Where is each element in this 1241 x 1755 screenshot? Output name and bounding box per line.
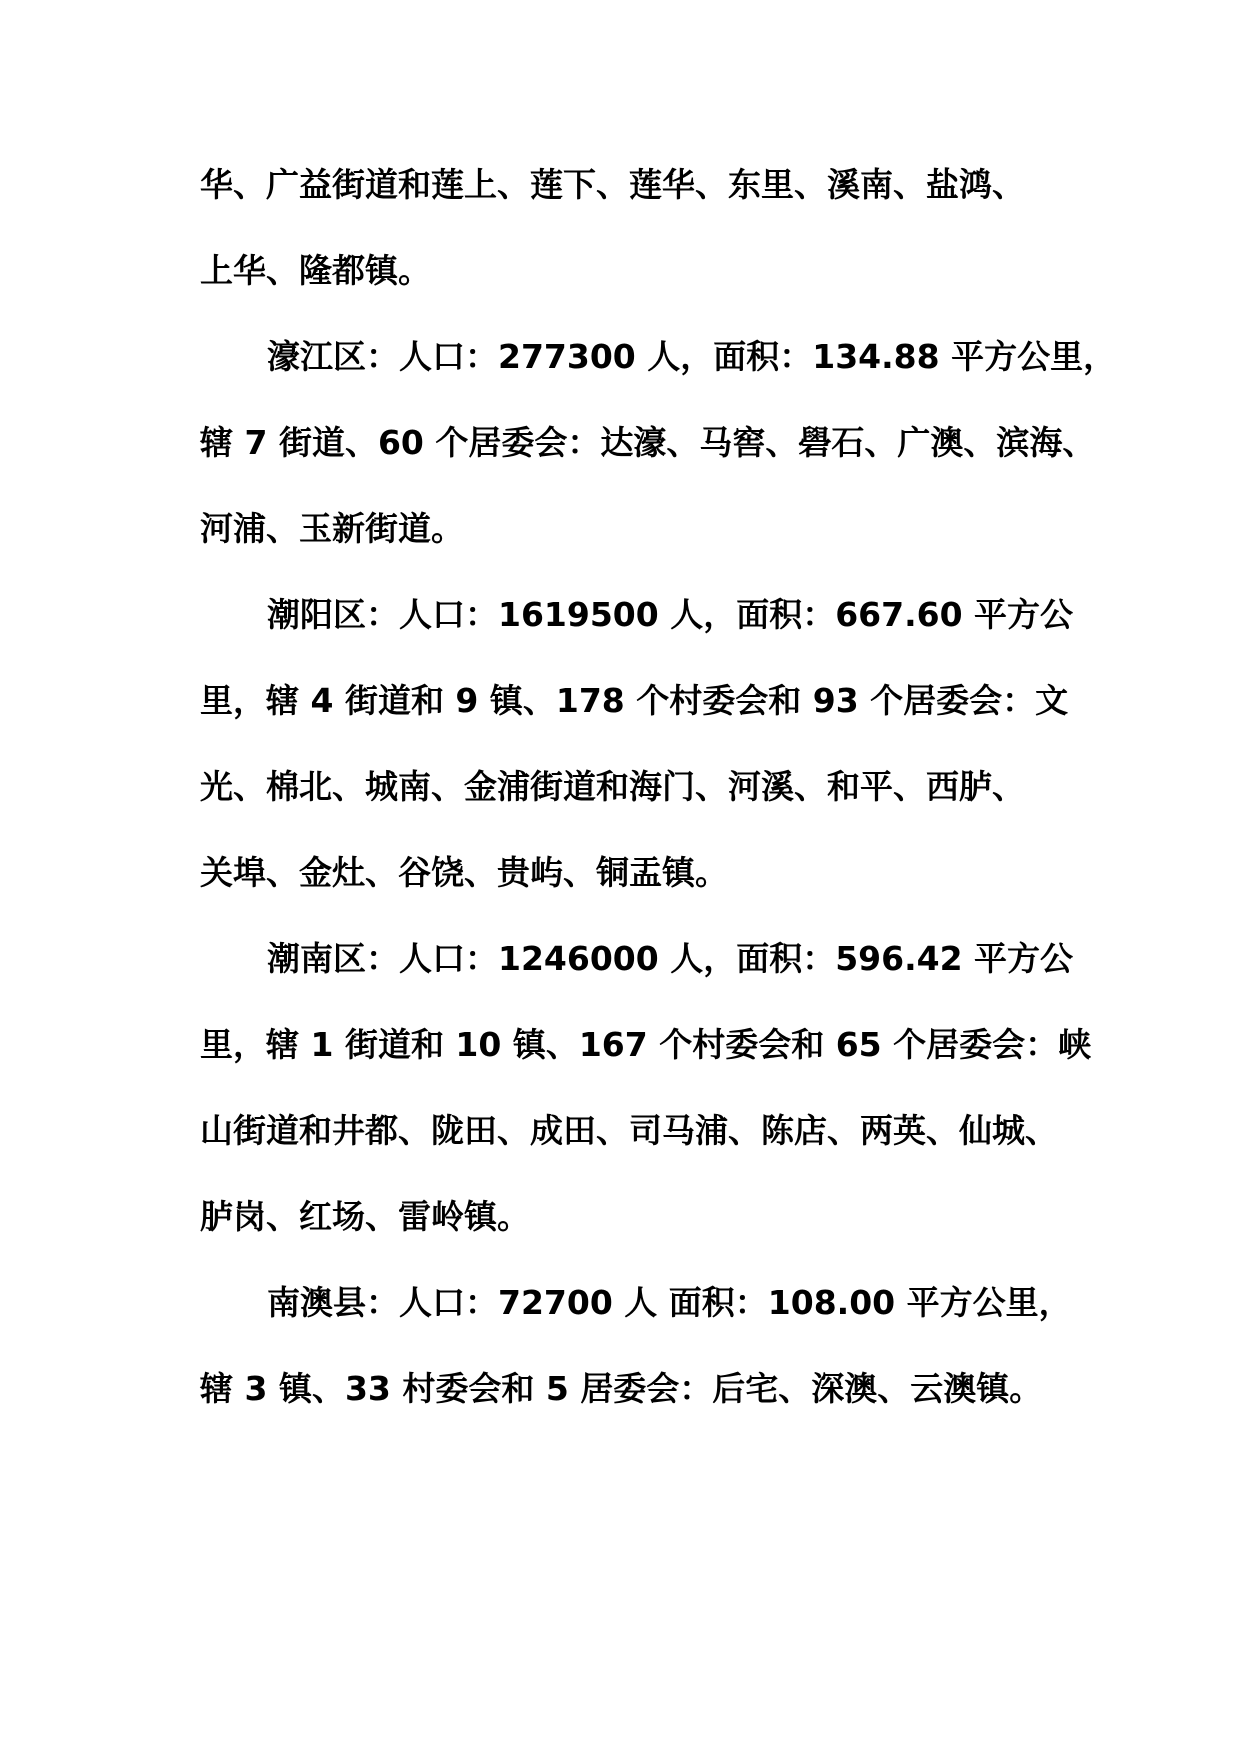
text-line: 光、棉北、城南、金浦街道和海门、河溪、和平、西胪、 [200, 767, 1025, 806]
paragraph-nanao-line: 南澳县：人口：72700 人 面积：108.00 平方公里， [267, 1283, 1072, 1322]
document-body [200, 142, 1117, 1432]
paragraph-chaoyang-line: 潮阳区：人口：1619500 人，面积：667.60 平方公 [267, 595, 1074, 634]
text-line: 上华、隆都镇。 [200, 251, 431, 290]
text-line: 辖 3 镇、33 村委会和 5 居委会：后宅、深澳、云澳镇。 [200, 1369, 1043, 1408]
text-line: 里，辖 1 街道和 10 镇、167 个村委会和 65 个居委会：峡 [200, 1025, 1092, 1064]
text-line: 华、广益街道和莲上、莲下、莲华、东里、溪南、盐鸿、 [200, 165, 1025, 204]
paragraph-haojiang-line: 濠江区：人口：277300 人，面积：134.88 平方公里， [267, 337, 1117, 376]
text-line: 胪岗、红场、雷岭镇。 [200, 1197, 530, 1236]
paragraph-chaonan-line: 潮南区：人口：1246000 人，面积：596.42 平方公 [267, 939, 1074, 978]
text-line: 辖 7 街道、60 个居委会：达濠、马窖、礐石、广澳、滨海、 [200, 423, 1096, 462]
text-line: 里，辖 4 街道和 9 镇、178 个村委会和 93 个居委会：文 [200, 681, 1069, 720]
text-line: 山街道和井都、陇田、成田、司马浦、陈店、两英、仙城、 [200, 1111, 1058, 1150]
text-line: 关埠、金灶、谷饶、贵屿、铜盂镇。 [200, 853, 728, 892]
text-line: 河浦、玉新街道。 [200, 509, 464, 548]
